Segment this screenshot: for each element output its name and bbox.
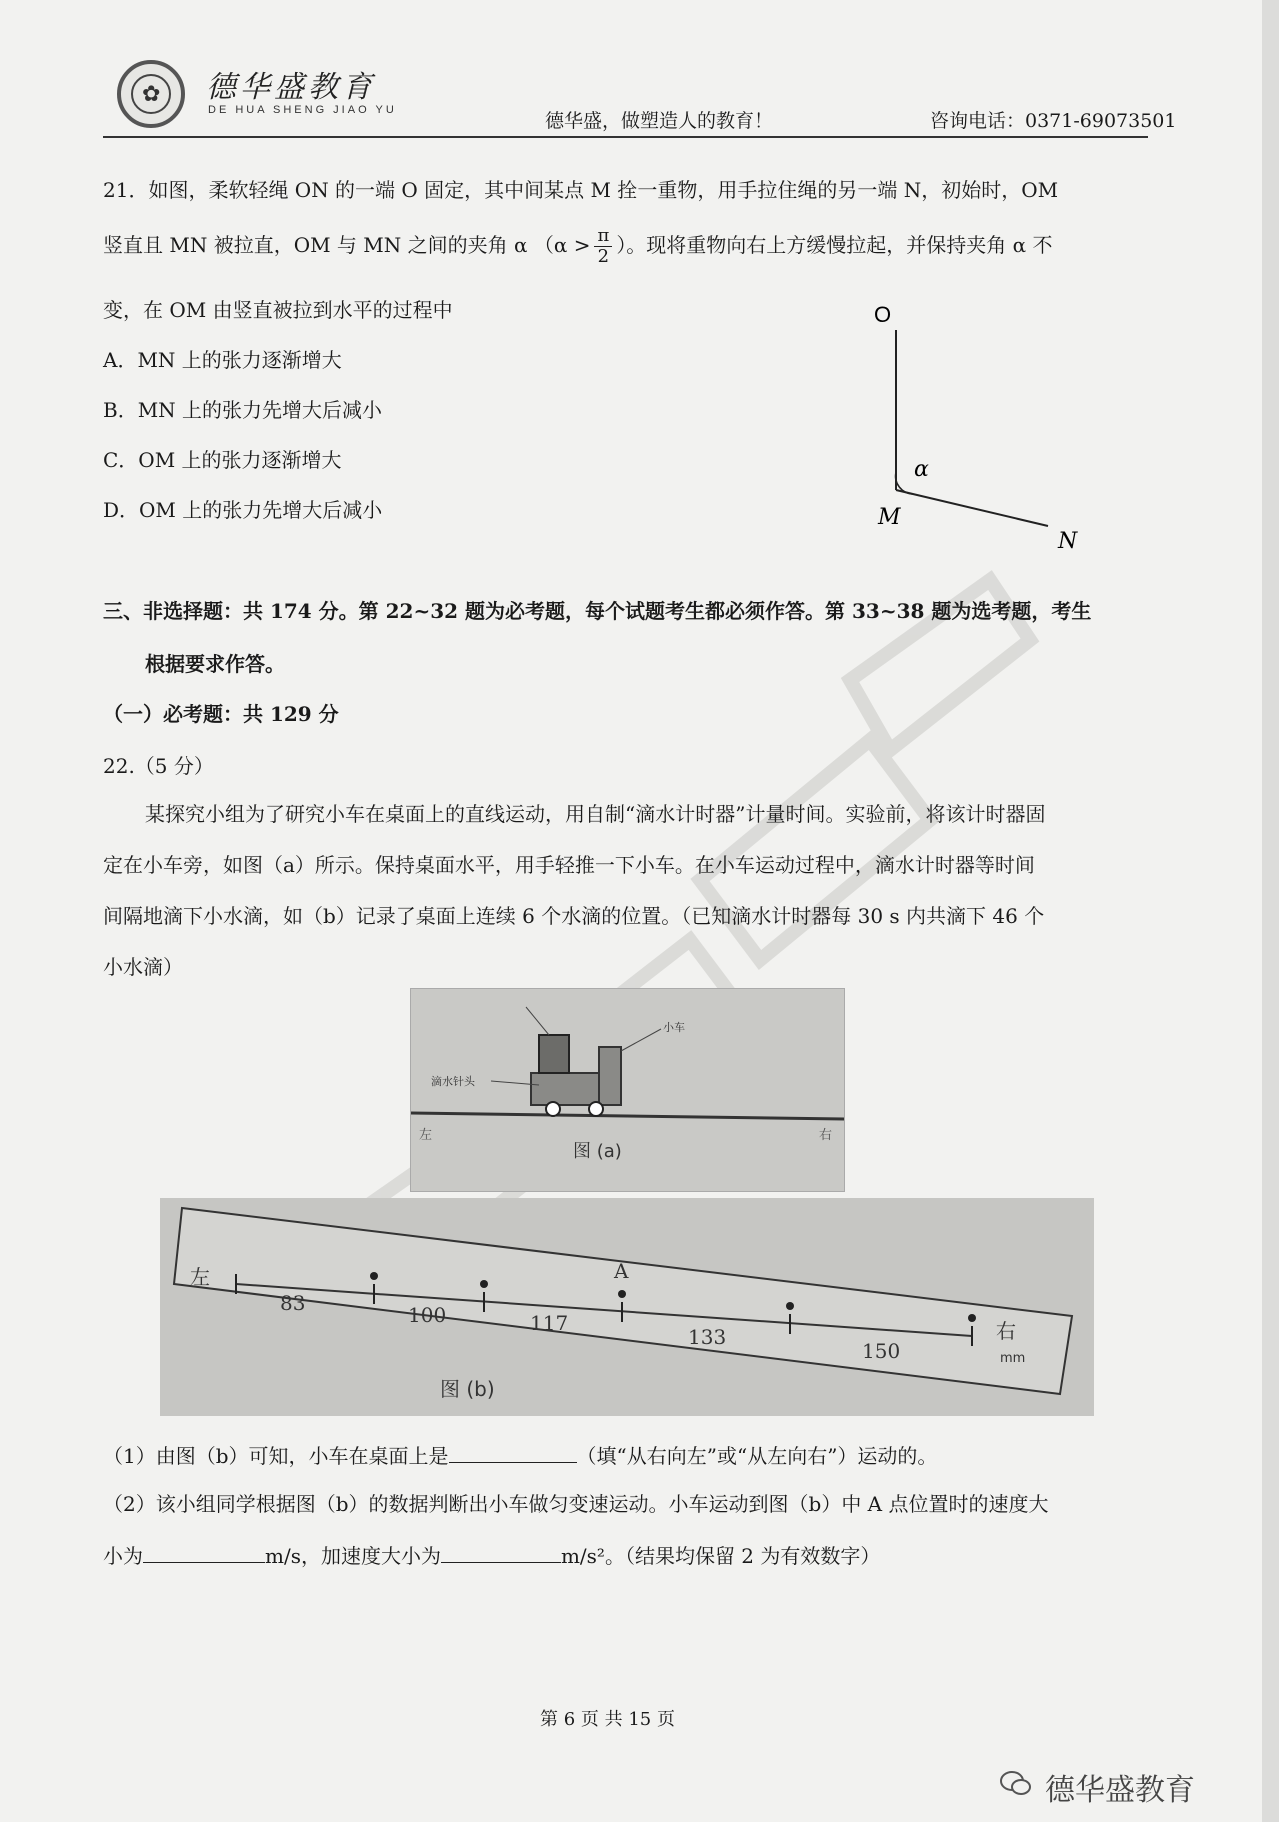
section3-subheading: （一）必考题：共 129 分 (103, 702, 339, 726)
q21-line2: 竖直且 MN 被拉直，OM 与 MN 之间的夹角 α （α > $\frac{\pi}{2}$ ）。现将重物向右上方缓慢拉起，并保持夹角 α 不 (103, 225, 1053, 267)
figure-a-edge-left: 左 (419, 1128, 433, 1143)
wechat-icon (1000, 1770, 1032, 1798)
label-n: N (1058, 529, 1078, 554)
point-a-label: A (614, 1259, 629, 1283)
figure-b-caption: 图 (b) (440, 1377, 495, 1401)
spacing-3: 117 (530, 1311, 569, 1335)
q22-paragraph-4: 小水滴） (103, 955, 183, 979)
figure-a-caption: 图 (a) (573, 1141, 622, 1162)
answer-blank-velocity[interactable] (143, 1540, 265, 1563)
figure-b-right: 右 (996, 1319, 1016, 1343)
label-o: O (874, 302, 892, 327)
section3-heading-line1: 三、非选择题：共 174 分。第 22~32 题为必考题，每个试题考生都必须作答。第 33~38 题为选考题，考生 (103, 599, 1092, 623)
q21-option-c: C．OM 上的张力逐渐增大 (103, 448, 342, 472)
figure-b-photo (160, 1198, 1094, 1416)
q21-figure (860, 300, 1100, 560)
spacing-2: 100 (408, 1303, 447, 1327)
answer-blank-acceleration[interactable] (441, 1540, 561, 1563)
page-edge (1262, 0, 1279, 1822)
q21-option-d: D．OM 上的张力先增大后减小 (103, 498, 383, 522)
q22-paragraph-1: 某探究小组为了研究小车在桌面上的直线运动，用自制“滴水计时器”计量时间。实验前，将该计时器固 (145, 802, 1046, 826)
q22-sub1: （1）由图（b）可知，小车在桌面上是 （填“从右向左”或“从左向右”）运动的。 (103, 1440, 937, 1470)
q22-paragraph-2: 定在小车旁，如图（a）所示。保持桌面水平，用手轻推一下小车。在小车运动过程中，滴水计时器等时间 (103, 853, 1035, 877)
pi-over-2: $\frac{\pi}{2}$ (594, 226, 612, 267)
header-phone: 咨询电话：0371-69073501 (930, 110, 1177, 132)
q21-option-a: A．MN 上的张力逐渐增大 (103, 348, 342, 372)
figure-a-label-cart: 小车 (663, 1021, 685, 1034)
spacing-5: 150 (862, 1339, 901, 1363)
label-alpha: α (914, 457, 929, 482)
figure-a-photo (410, 988, 845, 1192)
q22-sub2-line2: 小为 m/s，加速度大小为 m/s²。（结果均保留 2 为有效数字） (103, 1540, 880, 1570)
figure-a-label-nozzle: 滴水针头 (431, 1075, 475, 1088)
header-slogan: 德华盛，做塑造人的教育！ (545, 110, 774, 132)
q22-sub2-line1: （2）该小组同学根据图（b）的数据判断出小车做匀变速运动。小车运动到图（b）中 A 点位置时的速度大 (103, 1492, 1049, 1516)
page-number: 第 6 页 共 15 页 (540, 1709, 675, 1730)
q22-title: 22.（5 分） (103, 754, 214, 778)
answer-blank-direction[interactable] (449, 1440, 577, 1463)
brand-name: 德华盛教育 (206, 70, 376, 105)
q22-paragraph-3: 间隔地滴下小水滴，如（b）记录了桌面上连续 6 个水滴的位置。（已知滴水计时器每 30 s 内共滴下 46 个 (103, 904, 1045, 928)
q21-line1: 21．如图，柔软轻绳 ON 的一端 O 固定，其中间某点 M 拴一重物，用手拉住绳的另一端 N，初始时，OM (103, 178, 1059, 202)
section3-heading-line2: 根据要求作答。 (145, 652, 285, 676)
spacing-1: 83 (280, 1291, 306, 1315)
q21-option-b: B．MN 上的张力先增大后减小 (103, 398, 383, 422)
header-rule (103, 136, 1148, 138)
wechat-account-name: 德华盛教育 (1045, 1773, 1195, 1808)
figure-a-edge-right: 右 (819, 1128, 833, 1143)
spacing-4: 133 (688, 1325, 727, 1349)
figure-b-unit: mm (1000, 1351, 1026, 1366)
q21-line3: 变，在 OM 由竖直被拉到水平的过程中 (103, 298, 453, 322)
label-m: M (878, 505, 901, 530)
brand-english: DE HUA SHENG JIAO YU (208, 104, 397, 116)
logo: ✿ (117, 60, 185, 128)
figure-b-left: 左 (190, 1265, 210, 1289)
